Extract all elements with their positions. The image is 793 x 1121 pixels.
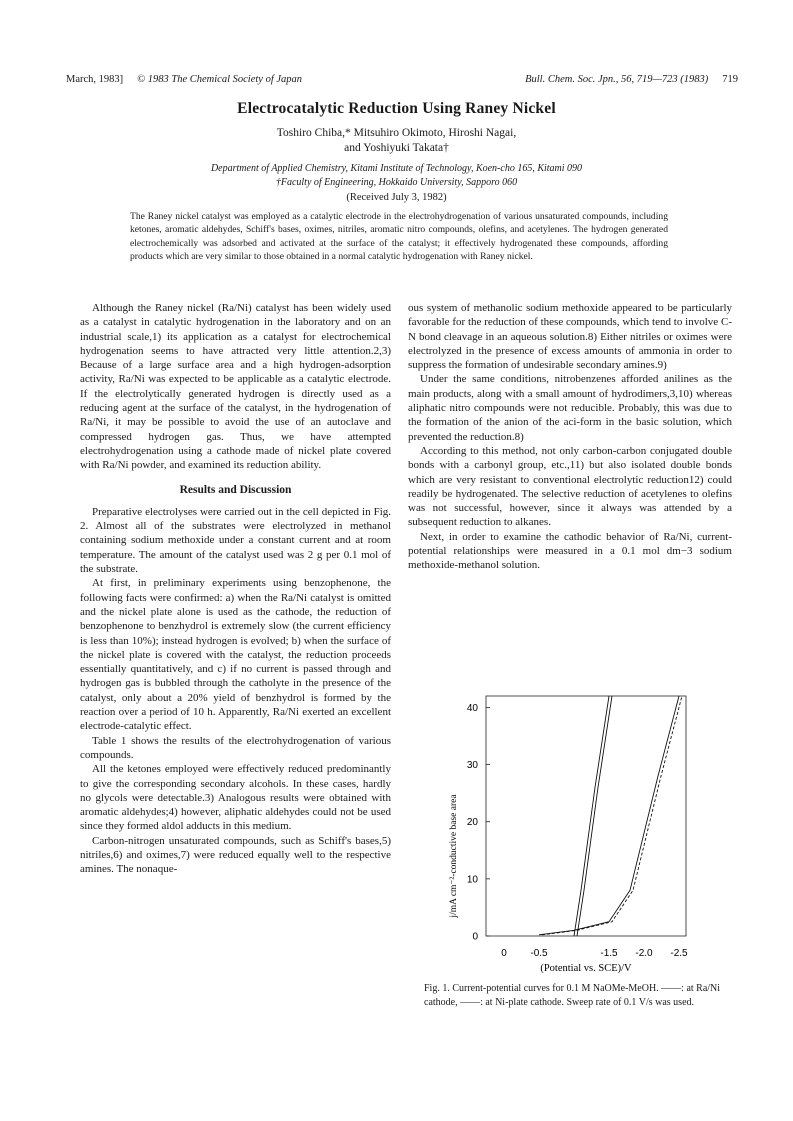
paragraph: Under the same conditions, nitrobenzenes afforded anilines as the main products, along with a small amount of hydrodimers,3,10) whereas aliphatic nitro compounds were not reducible. Probably, this was due to the formation of the anion of the aci-form in the basic solution, which prevented the reduction.8) xyxy=(408,373,732,443)
figure-caption: Fig. 1. Current-potential curves for 0.1 M NaOMe-MeOH. ——: at Ra/Ni cathode, ——: at Ni-plate cathode. Sweep rate of 0.1 V/s was used. xyxy=(424,983,721,1008)
citation: Bull. Chem. Soc. Jpn., 56, 719—723 (1983) xyxy=(525,74,709,85)
article-title: Electrocatalytic Reduction Using Raney Nickel xyxy=(237,100,556,117)
tick-group xyxy=(467,703,688,959)
header-right xyxy=(525,74,738,85)
running-header xyxy=(66,74,738,90)
received-date: (Received July 3, 1982) xyxy=(346,192,447,203)
x-tick-label: 0 xyxy=(501,948,507,959)
x-tick-label: -2.0 xyxy=(635,948,653,959)
paragraph: Next, in order to examine the cathodic behavior of Ra/Ni, current-potential relationships were measured in a 0.1 mol dm−3 sodium methoxide-methanol solution. xyxy=(408,530,732,572)
column-left xyxy=(80,301,391,877)
plot-frame xyxy=(486,696,686,936)
paragraph: Preparative electrolyses were carried out in the cell depicted in Fig. 2. Almost all of the substrates were electrolyzed in methanol containing sodium methoxide under a constant current and at room temperature. The amount of the catalyst used was 2 g per 0.1 mol of the substrate. xyxy=(80,505,391,576)
y-axis-label: j/mA cm⁻²-conductive base area xyxy=(449,794,459,918)
chart-svg xyxy=(408,688,732,982)
authors xyxy=(0,126,793,156)
x-axis-label: (Potential vs. SCE)/V xyxy=(540,963,632,974)
paragraph: Although the Raney nickel (Ra/Ni) catalyst has been widely used as a catalyst in catalytic hydrogenation in the laboratory and on an industrial scale,1) its application as a catalyst for electrochemical hydrogenation seems to have attracted very little attention.2,3) Because of a large surface area and a high hydrogen-adsorption activity, Ra/Ni was expected to be applicable as a catalytic electrode. If the electrolytically generated hydrogen is directly used as a reducing agent at the surface of the catalyst, in the hydrogenation of Ra/Ni, it may be possible to avoid the use of an autoclave and compressed hydrogen gas. Thus, we have attempted electrohydrogenation using a cathode made of nickel plate covered with Ra/Ni powder, and examined its reduction ability. xyxy=(80,302,391,472)
paragraph: According to this method, not only carbon-carbon conjugated double bonds with a carbonyl group, etc.,11) but also isolated double bonds which are very resistant to conventional electrolytic reduction12) could readily be hydrogenated. The selective reduction of acetylenes to olefins was not successful, however, since it always was attended by a subsequent reduction to alkanes. xyxy=(408,444,732,529)
authors-line-2: and Yoshiyuki Takata† xyxy=(344,142,449,154)
ni-plate-curve xyxy=(542,696,682,935)
affiliation-1: Department of Applied Chemistry, Kitami Institute of Technology, Koen-cho 165, Kitami 090 xyxy=(210,163,583,174)
affiliation-2: †Faculty of Engineering, Hokkaido University, Sapporo 060 xyxy=(275,177,518,188)
paragraph: All the ketones employed were effectively reduced predominantly to give the corresponding secondary alcohols. In these cases, hardly no glycols were detectable.3) Analogous results were obtained with aromatic aldehydes;4) however, aliphatic aldehydes could not be used since they formed aldol adducts in this medium. xyxy=(80,763,391,833)
affiliations xyxy=(0,162,793,190)
y-tick-label: 30 xyxy=(466,760,478,772)
curves-group xyxy=(539,696,682,936)
x-tick-label: -0.5 xyxy=(530,948,548,959)
paragraph: Carbon-nitrogen unsaturated compounds, such as Schiff's bases,5) nitriles,6) and oximes,7) were reduced equally well to the respective amines. The nonaque- xyxy=(80,834,391,876)
paragraph: Table 1 shows the results of the electrohydrogenation of various compounds. xyxy=(80,734,391,761)
ra-ni-curve xyxy=(574,696,609,936)
paragraph: At first, in preliminary experiments using benzophenone, the following facts were confirmed: a) when the Ra/Ni catalyst is omitted and the nickel plate alone is used as the cathode, the reduction of benzophenone to benzhydrol is extremely slow (the current efficiency is less than 10%); instead hydrogen is evolved; b) when the surface of the nickel plate is covered with the catalyst, the reduction proceeds essentially quantitatively, and c) if no current is passed through and hydrogen gas is bubbled through the catholyte in the presence of the catalyst, only about a 20% yield of benzhydrol is formed by the reaction over a period of 10 h. Apparently, Ra/Ni exerted an excellent electrode-catalytic effect. xyxy=(80,577,391,733)
column-right xyxy=(408,301,732,573)
ni-plate-curve xyxy=(539,696,679,935)
x-tick-label: -1.5 xyxy=(600,948,618,959)
issue-date: March, 1983] xyxy=(66,74,124,85)
copyright: © 1983 The Chemical Society of Japan xyxy=(137,74,303,85)
page-number: 719 xyxy=(722,74,738,85)
abstract: The Raney nickel catalyst was employed as a catalytic electrode in the electrohydrogenation of various unsaturated compounds, including ketones, aromatic aldehydes, Schiff's bases, oximes, nitriles, aromatic nitro compounds, olefins, and acetylenes. The hydrogen generated electrochemically was adsorbed and activated at the surface of the catalyst; it effectively hydrogenated these compounds, affording products which are very similar to those obtained in a normal catalytic hydrogenation with Raney nickel. xyxy=(130,211,668,262)
y-tick-label: 10 xyxy=(466,874,478,886)
authors-line-1: Toshiro Chiba,* Mitsuhiro Okimoto, Hiroshi Nagai, xyxy=(276,127,517,139)
header-left xyxy=(66,74,302,85)
figure-1 xyxy=(408,688,732,1018)
x-tick-label: -2.5 xyxy=(670,948,688,959)
y-tick-label: 40 xyxy=(466,702,478,714)
ra-ni-curve xyxy=(577,696,612,936)
y-tick-label: 20 xyxy=(466,817,478,829)
y-tick-label: 0 xyxy=(472,931,478,943)
paragraph: ous system of methanolic sodium methoxide appeared to be particularly favorable for the reduction of these compounds, which tend to involve C-N bond cleavage in an aqueous solution.8) Either nitriles or oximes were electrolyzed in the presence of excess amounts of ammonia in order to suppress the formation of undesirable secondary amines.9) xyxy=(408,302,732,372)
section-heading: Results and Discussion xyxy=(179,483,292,496)
